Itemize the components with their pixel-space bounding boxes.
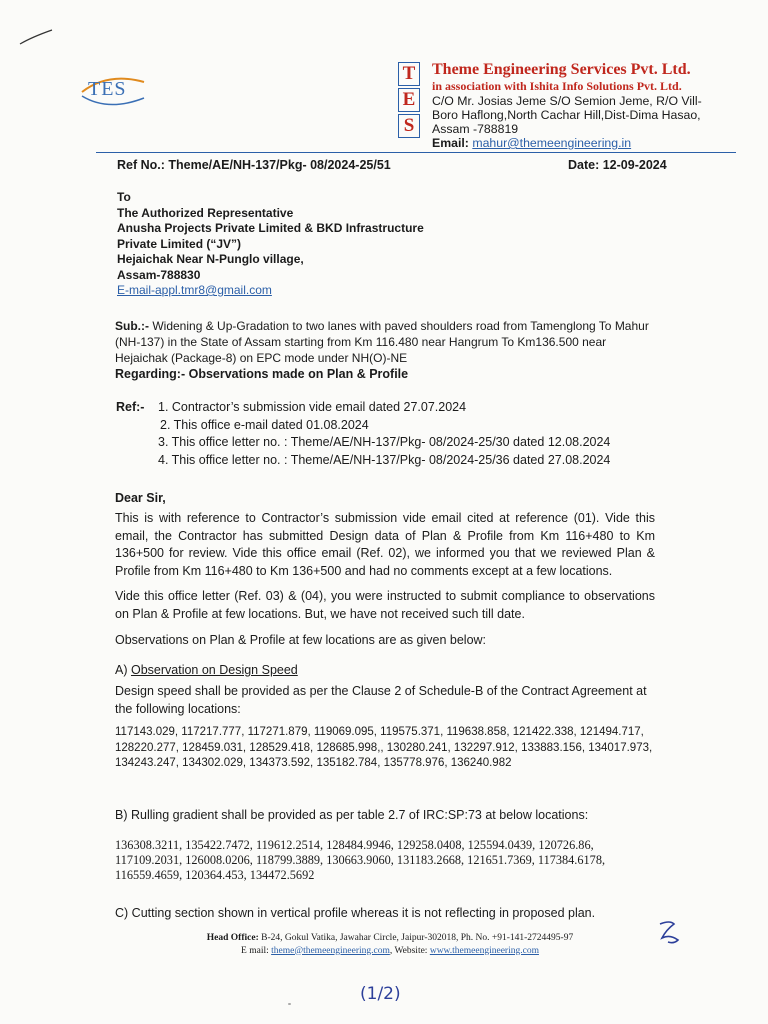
company-email-link[interactable]: mahur@themeengineering.in [472,136,632,150]
section-b-text: B) Rulling gradient shall be provided as per table 2.7 of IRC:SP:73 at below locations: [115,808,589,822]
company-address-line: Boro Haflong,North Cachar Hill,Dist-Dima Hasao, [432,108,701,122]
logo-text: TES [88,78,127,100]
footer-email-link[interactable]: theme@themeengineering.com [271,945,390,956]
section-a-heading [115,662,655,680]
pen-mark [18,28,54,46]
reference-item: 4. This office letter no. : Theme/AE/NH-137/Pkg- 08/2024-25/36 dated 27.08.2024 [158,452,611,467]
header-divider [96,152,736,153]
regarding-line: Regarding:- Observations made on Plan & Profile [115,367,409,381]
footer-head-label: Head Office: [206,933,259,943]
subject-text: Widening & Up-Gradation to two lanes with paved shoulders road from Tamenglong To Mahur (NH-137) in the State of Assam starting from Km 116.480 near Hangrum To Km136.500 near Hejaichak (Package-8) on EPC mode under NH(O)-NE [115,319,649,365]
tes-letter-t: T [398,62,420,86]
company-header [432,60,742,150]
section-a-text: Design speed shall be provided as per the Clause 2 of Schedule-B of the Contract Agreement at the following locations: [115,684,647,716]
company-association: in association with Ishita Info Solutions Pvt. Ltd. [432,79,682,93]
company-name: Theme Engineering Services Pvt. Ltd. [432,61,691,78]
footer-head-address: B-24, Gokul Vatika, Jawahar Circle, Jaipur-302018, Ph. No. +91-141-2724495-97 [258,933,574,943]
section-b-locations: 136308.3211, 135422.7472, 119612.2514, 128484.9946, 129258.0408, 125594.0439, 120726.86, 117109.2031, 126008.0206, 118799.3889, 130663.9060, 131183.2668, 121651.7369, 117384.6178, 116559.4659, 120364.453, 134472.5692 [115,838,606,882]
tes-logo [78,74,148,108]
recipient-line: Anusha Projects Private Limited & BKD Infrastructure [117,221,424,235]
letter-date: Date: 12-09-2024 [568,158,667,172]
footer-email-label: E mail: [241,945,272,956]
company-address-line: C/O Mr. Josias Jeme S/O Semion Jeme, R/O Vill- [432,94,702,108]
references-label: Ref:- [116,400,145,414]
recipient-line: The Authorized Representative [117,205,294,220]
company-email-label: Email: [432,136,469,150]
references-list [158,399,610,469]
paragraph-intro: This is with reference to Contractor’s submission vide email cited at reference (01). Vide this email, the Contractor has submitted Design data of Plan & Profile from Km 116+480 to Km 136+500 for review. Vide this office email (Ref. 02), we informed you that we reviewed Plan & Profile from Km 116+480 to Km 136+500 and had no comments except at a few locations. [115,511,655,578]
scan-speck [288,1003,291,1005]
company-address-line: Assam -788819 [432,122,519,136]
recipient-line: Assam-788830 [117,267,201,282]
subject [115,318,655,366]
footer-head-office [140,932,640,945]
subject-label: Sub.:- [115,319,149,333]
recipient-line: Hejaichak Near N-Punglo village, [117,252,304,266]
tes-letter-s: S [398,114,420,138]
tes-letter-e: E [398,88,420,112]
company-email-row [432,136,742,150]
recipient-to: To [117,190,131,204]
section-a-prefix: A) [115,663,131,677]
section-c-text: C) Cutting section shown in vertical profile whereas it is not reflecting in proposed plan. [115,906,596,920]
footer-contact [140,945,640,958]
footer-website-link[interactable]: www.themeengineering.com [429,945,539,956]
handwritten-initial-icon [652,918,686,948]
recipient-block [117,190,424,299]
recipient-line: Private Limited (“JV”) [117,236,242,251]
section-a-title: Observation on Design Speed [130,663,298,677]
section-a-locations: 117143.029, 117217.777, 117271.879, 119069.095, 119575.371, 119638.858, 121422.338, 121494.717, 128220.277, 128459.031, 128529.418, 128685.998,, 130280.241, 132297.912, 133883.156, 134017.973, 134243.247, 134302.029, 134373.592, 135182.784, 135778.976, 136240.982 [115,726,653,769]
footer-website-label: , Website: [389,945,430,956]
footer [140,932,640,957]
paragraph-observations: Observations on Plan & Profile at few locations are as given below: [115,633,487,647]
paragraph-instruction: Vide this office letter (Ref. 03) & (04), you were instructed to submit compliance to observations on Plan & Profile at few locations. But, we have not received such till date. [115,589,655,621]
tes-letter-box [398,62,422,140]
salutation: Dear Sir, [115,491,166,505]
reference-item: 1. Contractor’s submission vide email dated 27.07.2024 [158,400,467,414]
reference-item: 2. This office e-mail dated 01.08.2024 [160,417,369,432]
reference-number: Ref No.: Theme/AE/NH-137/Pkg- 08/2024-25/51 [117,158,391,172]
page-marker: (1/2) [360,984,401,1004]
recipient-email-link[interactable]: E-mail-appl.tmr8@gmail.com [117,283,272,297]
reference-item: 3. This office letter no. : Theme/AE/NH-137/Pkg- 08/2024-25/30 dated 12.08.2024 [158,435,611,449]
